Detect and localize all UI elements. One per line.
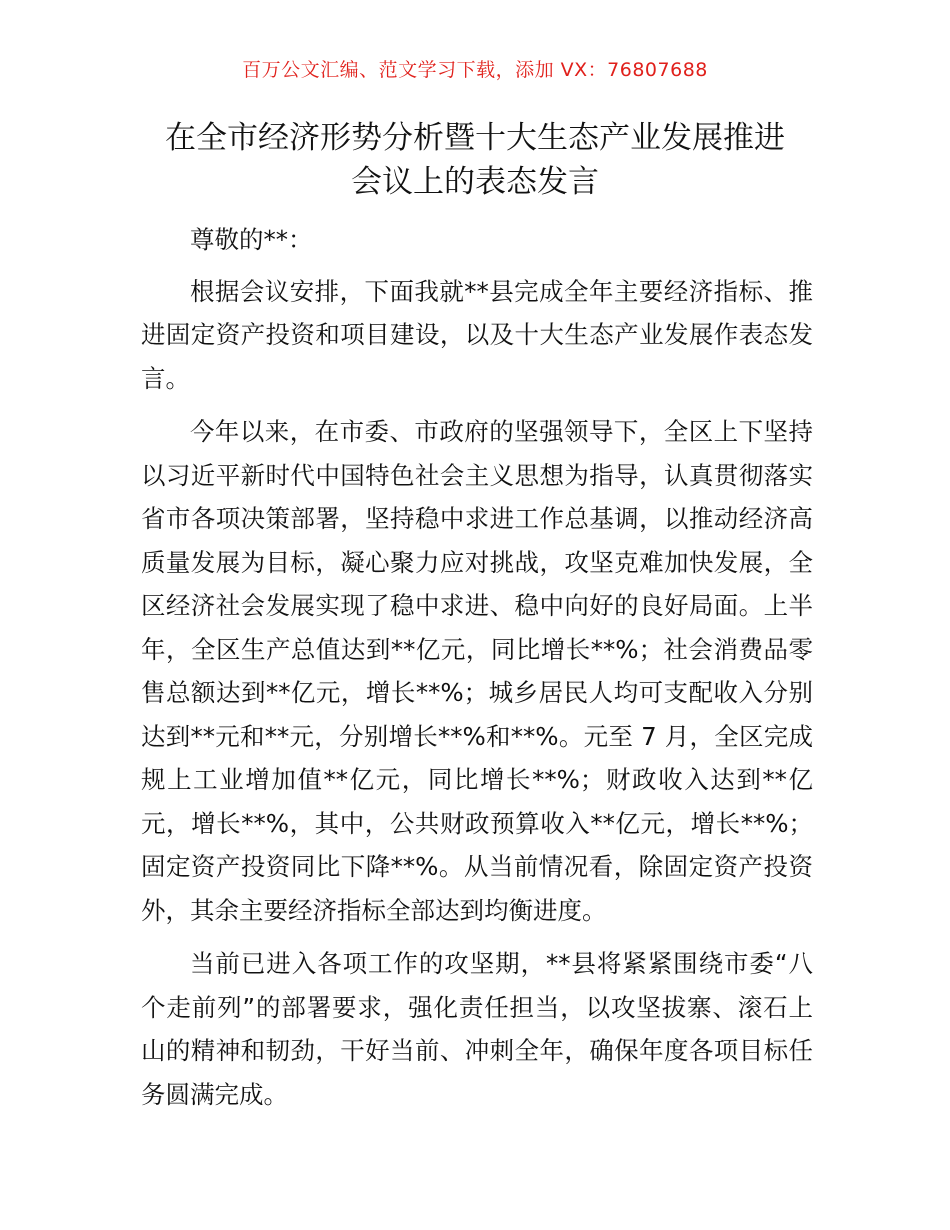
watermark-header: 百万公文汇编、范文学习下载，添加 VX：76807688 xyxy=(242,59,708,81)
document-title xyxy=(120,116,830,204)
title-line-2: 会议上的表态发言 xyxy=(351,164,599,200)
document-body xyxy=(141,218,813,1126)
paragraph-economy: 今年以来，在市委、市政府的坚强领导下，全区上下坚持以习近平新时代中国特色社会主义思想为指导，认真贯彻落实省市各项决策部署，坚持稳中求进工作总基调，以推动经济高质量发展为目标，凝心聚力应对挑战，攻坚克难加快发展，全区经济社会发展实现了稳中求进、稳中向好的良好局面。上半年，全区生产总值达到**亿元，同比增长**%；社会消费品零售总额达到**亿元，增长**%；城乡居民人均可支配收入分别达到**元和**元，分别增长**%和**%。元至 7 月，全区完成规上工业增加值**亿元，同比增长**%；财政收入达到**亿元，增长**%，其中，公共财政预算收入**亿元，增长**%；固定资产投资同比下降**%。从当前情况看，除固定资产投资外，其余主要经济指标全部达到均衡进度。 xyxy=(141,417,813,925)
title-line-1: 在全市经济形势分析暨十大生态产业发展推进 xyxy=(165,120,785,156)
salutation: 尊敬的**： xyxy=(190,225,313,254)
paragraph-intro: 根据会议安排，下面我就**县完成全年主要经济指标、推进固定资产投资和项目建设，以及十大生态产业发展作表态发言。 xyxy=(141,276,813,393)
paragraph-commitment: 当前已进入各项工作的攻坚期，**县将紧紧围绕市委“八个走前列”的部署要求，强化责任担当，以攻坚拔寨、滚石上山的精神和韧劲，干好当前、冲刺全年，确保年度各项目标任务圆满完成。 xyxy=(141,949,813,1109)
